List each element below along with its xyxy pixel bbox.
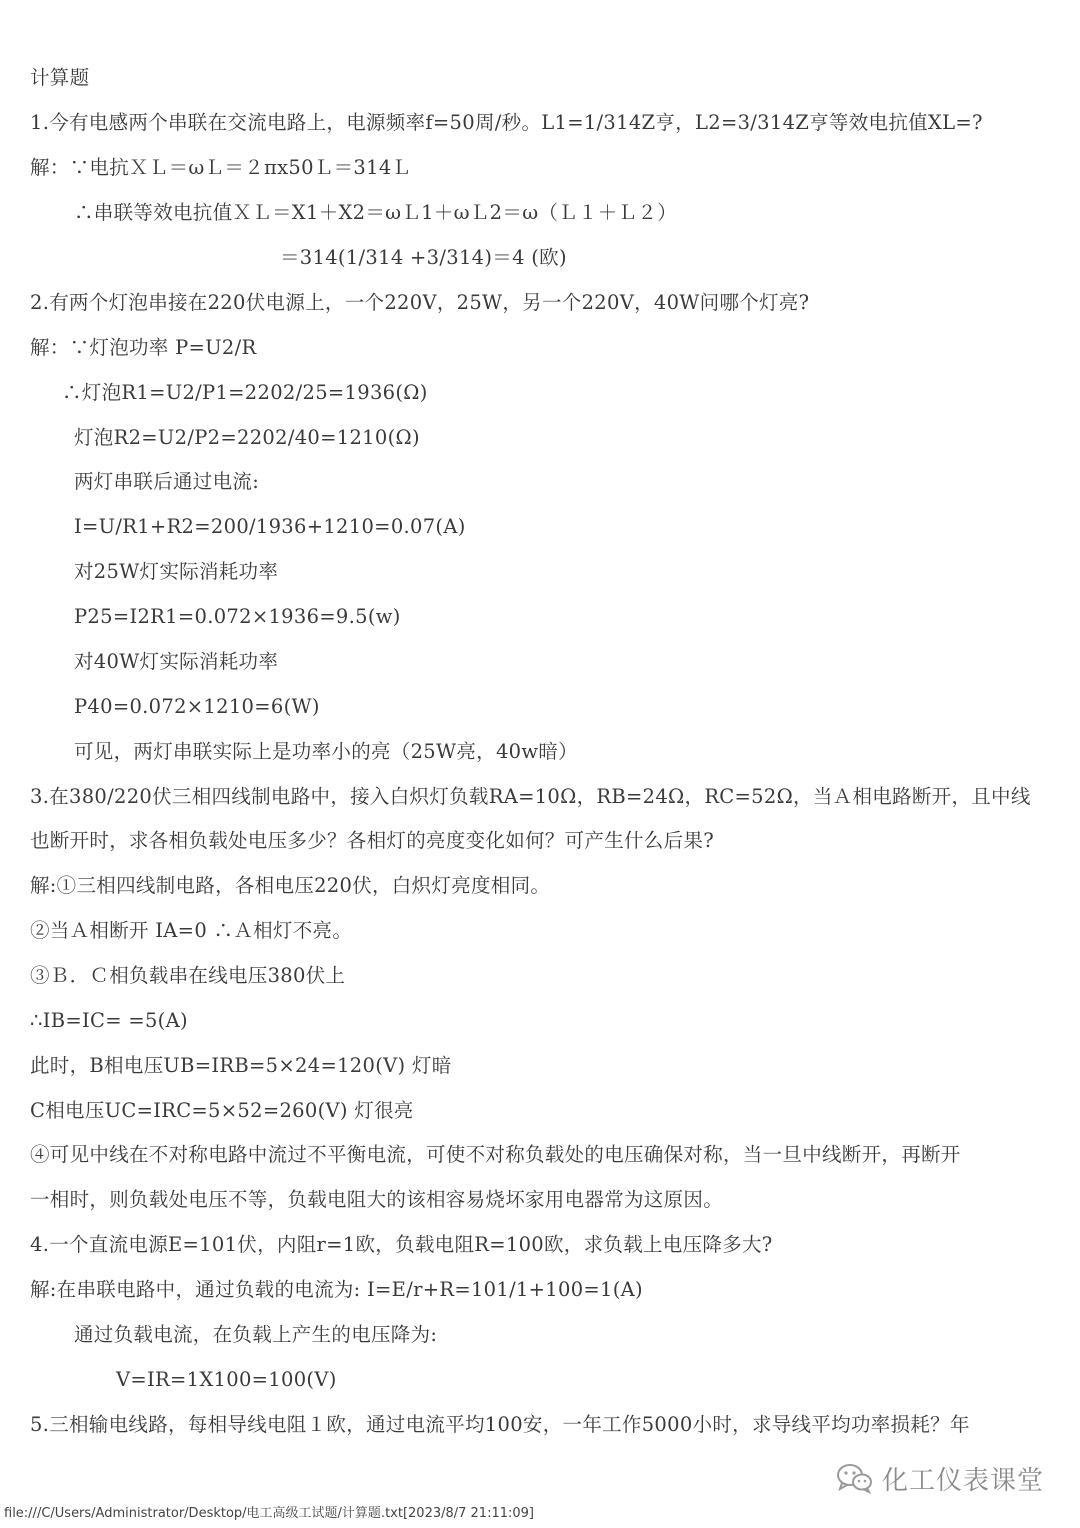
question-3: 3.在380/220伏三相四线制电路中，接入白炽灯负载RA=10Ω，RB=24Ω，RC=52Ω，当Ａ相电路断开，且中线 (30, 785, 1031, 808)
answer-line: 解：∵灯泡功率 P=U2/R (30, 336, 257, 359)
question-5: 5.三相输电线路，每相导线电阻１欧，通过电流平均100安，一年工作5000小时，求导线平均功率损耗？年 (30, 1413, 970, 1436)
answer-line: ∴IB=IC= =5(A) (30, 1009, 188, 1032)
watermark (836, 1458, 1044, 1498)
answer-line: 解:在串联电路中，通过负载的电流为: I=E/r+R=101/1+100=1(A) (30, 1278, 643, 1301)
watermark-text: 化工仪表课堂 (881, 1465, 1044, 1496)
question-2: 2.有两个灯泡串接在220伏电源上，一个220V，25W，另一个220V，40W问哪个灯亮? (30, 291, 810, 314)
answer-line: 一相时，则负载处电压不等，负载电阻大的该相容易烧坏家用电器常为这原因。 (30, 1188, 724, 1211)
answer-line: ④可见中线在不对称电路中流过不平衡电流，可使不对称负载处的电压确保对称，当一旦中线断开，再断开 (30, 1143, 961, 1166)
answer-line: ∴串联等效电抗值ＸＬ＝X1＋X2＝ωＬ1＋ωＬ2＝ω（Ｌ１＋Ｌ２） (74, 201, 677, 224)
answer-line: P25=I2R1=0.072×1936=9.5(w) (74, 605, 401, 628)
answer-line: 对40W灯实际消耗功率 (74, 650, 279, 673)
answer-line: 灯泡R2=U2/P2=2202/40=1210(Ω) (74, 426, 420, 449)
answer-line: 可见，两灯串联实际上是功率小的亮（25W亮，40w暗） (74, 740, 578, 763)
answer-line: 解：∵电抗ＸＬ＝ωＬ＝２πx50Ｌ＝314Ｌ (30, 156, 412, 179)
question-4: 4.一个直流电源E=101伏，内阻r=1欧，负载电阻R=100欧，求负载上电压降多大? (30, 1233, 773, 1256)
answer-line: 对25W灯实际消耗功率 (74, 560, 279, 583)
answer-line: 两灯串联后通过电流: (74, 470, 260, 493)
answer-line: 解:①三相四线制电路，各相电压220伏，白炽灯亮度相同。 (30, 874, 551, 897)
answer-line: V=IR=1X100=100(V) (116, 1368, 337, 1391)
answer-line: I=U/R1+R2=200/1936+1210=0.07(A) (74, 515, 466, 538)
section-title: 计算题 (30, 66, 90, 89)
answer-line: ∴灯泡R1=U2/P1=2202/25=1936(Ω) (62, 381, 428, 404)
file-path-footer: file:///C/Users/Administrator/Desktop/电工高级工试题/计算题.txt[2023/8/7 21:11:09] (4, 1506, 534, 1521)
answer-line: 通过负载电流，在负载上产生的电压降为: (74, 1323, 438, 1346)
answer-line: ③Ｂ．Ｃ相负载串在线电压380伏上 (30, 964, 346, 987)
answer-line: ＝314(1/314 +3/314)＝4 (欧) (280, 246, 567, 269)
answer-line: ②当Ａ相断开 IA=0 ∴Ａ相灯不亮。 (30, 919, 353, 942)
answer-line: P40=0.072×1210=6(W) (74, 695, 320, 718)
answer-line: C相电压UC=IRC=5×52=260(V) 灯很亮 (30, 1099, 414, 1122)
answer-line: 此时，B相电压UB=IRB=5×24=120(V) 灯暗 (30, 1054, 452, 1077)
question-1: 1.今有电感两个串联在交流电路上，电源频率f=50周/秒。L1=1/314Z亨，L2=3/314Z亨等效电抗值XL=? (30, 111, 983, 134)
question-3-cont: 也断开时，求各相负载处电压多少？各相灯的亮度变化如何？可产生什么后果? (30, 829, 714, 852)
wechat-icon (836, 1462, 874, 1494)
